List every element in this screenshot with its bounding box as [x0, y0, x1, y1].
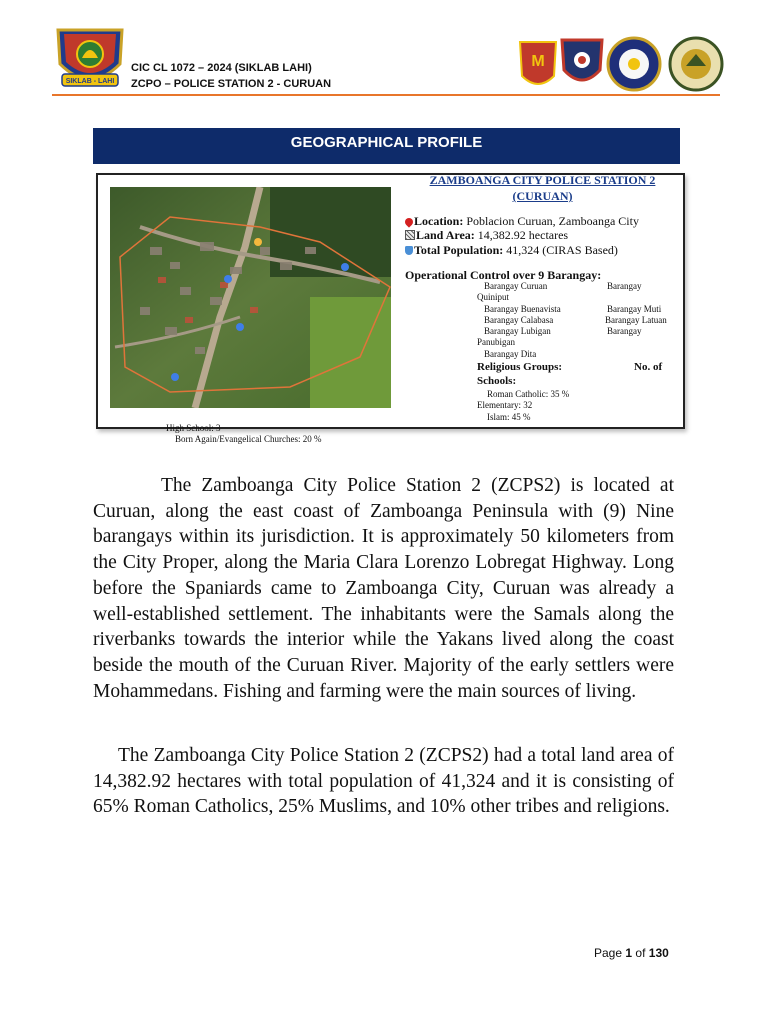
- satellite-map-image: [110, 187, 391, 408]
- stat-roman-catholic: Roman Catholic: 35 %: [487, 389, 570, 399]
- page-number: [594, 946, 669, 960]
- land-area-value: 14,382.92 hectares: [477, 228, 569, 242]
- barangay-item: Barangay Latuan: [605, 315, 667, 325]
- barangay-item: Barangay Dita: [484, 349, 537, 359]
- of-word: of: [635, 946, 646, 960]
- svg-text:SIKLAB - LAHI: SIKLAB - LAHI: [65, 78, 115, 85]
- location-label: Location:: [414, 214, 464, 228]
- stat-islam: Islam: 45 %: [487, 412, 531, 422]
- location-row: [405, 214, 639, 228]
- location-pin-icon: [403, 216, 414, 227]
- page-current: 1: [625, 946, 633, 960]
- header-line-1: CIC CL 1072 – 2024 (SIKLAB LAHI): [131, 62, 312, 74]
- barangay-item: Barangay Calabasa: [484, 315, 554, 325]
- schools-label-b: Schools:: [477, 375, 517, 387]
- land-area-row: [405, 228, 568, 242]
- pnp-regional-logo: [520, 42, 556, 84]
- police-seal-logo: [608, 38, 660, 90]
- barangay-item: Barangay Lubigan: [484, 326, 551, 336]
- paragraph-2-text: The Zamboanga City Police Station 2 (ZCPS2) had a total land area of 14,382.92 hectares with total population of 41,324 and it is consisting of 65% Roman Catholics, 25% Muslims, and 10% other tribes and religions.: [93, 745, 674, 818]
- svg-text:M: M: [531, 53, 545, 70]
- profile-title-line-2: (CURUAN): [512, 189, 573, 203]
- barangay-item: Barangay: [607, 326, 642, 336]
- header-line-2: ZCPO – POLICE STATION 2 - CURUAN: [131, 78, 332, 90]
- profile-title-line-1: ZAMBOANGA CITY POLICE STATION 2: [429, 173, 656, 187]
- zcpo-seal-logo: [670, 38, 722, 90]
- profile-title: [405, 172, 680, 204]
- body-paragraph-2: [93, 743, 674, 820]
- location-value: Poblacion Curuan, Zamboanga City: [466, 214, 639, 228]
- operational-control-heading: Operational Control over 9 Barangay:: [405, 268, 602, 282]
- stat-born-again: Born Again/Evangelical Churches: 20 %: [175, 434, 322, 444]
- body-paragraph-1: [93, 473, 674, 704]
- religious-groups-label: Religious Groups:: [477, 361, 563, 373]
- stat-elementary: Elementary: 32: [477, 400, 533, 410]
- barangay-item: Panubigan: [477, 337, 515, 347]
- siklab-lahi-logo: [52, 24, 128, 92]
- barangay-item: Quiniput: [477, 292, 510, 302]
- land-area-icon: [405, 230, 415, 240]
- barangay-item: Barangay: [607, 281, 642, 291]
- header-text: [131, 60, 331, 92]
- barangay-item: Barangay Curuan: [484, 281, 548, 291]
- land-area-label: Land Area:: [416, 228, 475, 242]
- page-word: Page: [594, 946, 623, 960]
- population-value: 41,324 (CIRAS Based): [506, 243, 618, 257]
- stat-high-school: High School: 3: [166, 423, 221, 433]
- pnp-shield-logo: [562, 40, 602, 80]
- header-divider: [52, 94, 720, 96]
- agency-logos: [516, 36, 726, 92]
- paragraph-1-text: The Zamboanga City Police Station 2 (ZCPS2) is located at Curuan, along the east coast of Zamboanga Peninsula with (9) Nine barangays within its jurisdiction. It is approximately 50 kilometers from the City Proper, along the Maria Clara Lorenzo Lobregat Highway. Long before the Spaniards came to Zamboanga City, Curuan was already a well-established settlement. The inhabitants were the Samals along the riverbanks towards the interior while the Yakans lived along the coast beside the mouth of the Curuan River. Majority of the early settlers were Mohammedans. Fishing and farming were the main sources of living.: [93, 475, 674, 702]
- population-row: [405, 243, 618, 257]
- barangay-item: Barangay Muti: [607, 304, 662, 314]
- schools-label-a: No. of: [634, 361, 663, 373]
- population-shield-icon: [405, 246, 413, 255]
- section-title: GEOGRAPHICAL PROFILE: [93, 128, 680, 164]
- population-label: Total Population:: [414, 243, 504, 257]
- page-total: 130: [648, 946, 669, 960]
- barangay-item: Barangay Buenavista: [484, 304, 561, 314]
